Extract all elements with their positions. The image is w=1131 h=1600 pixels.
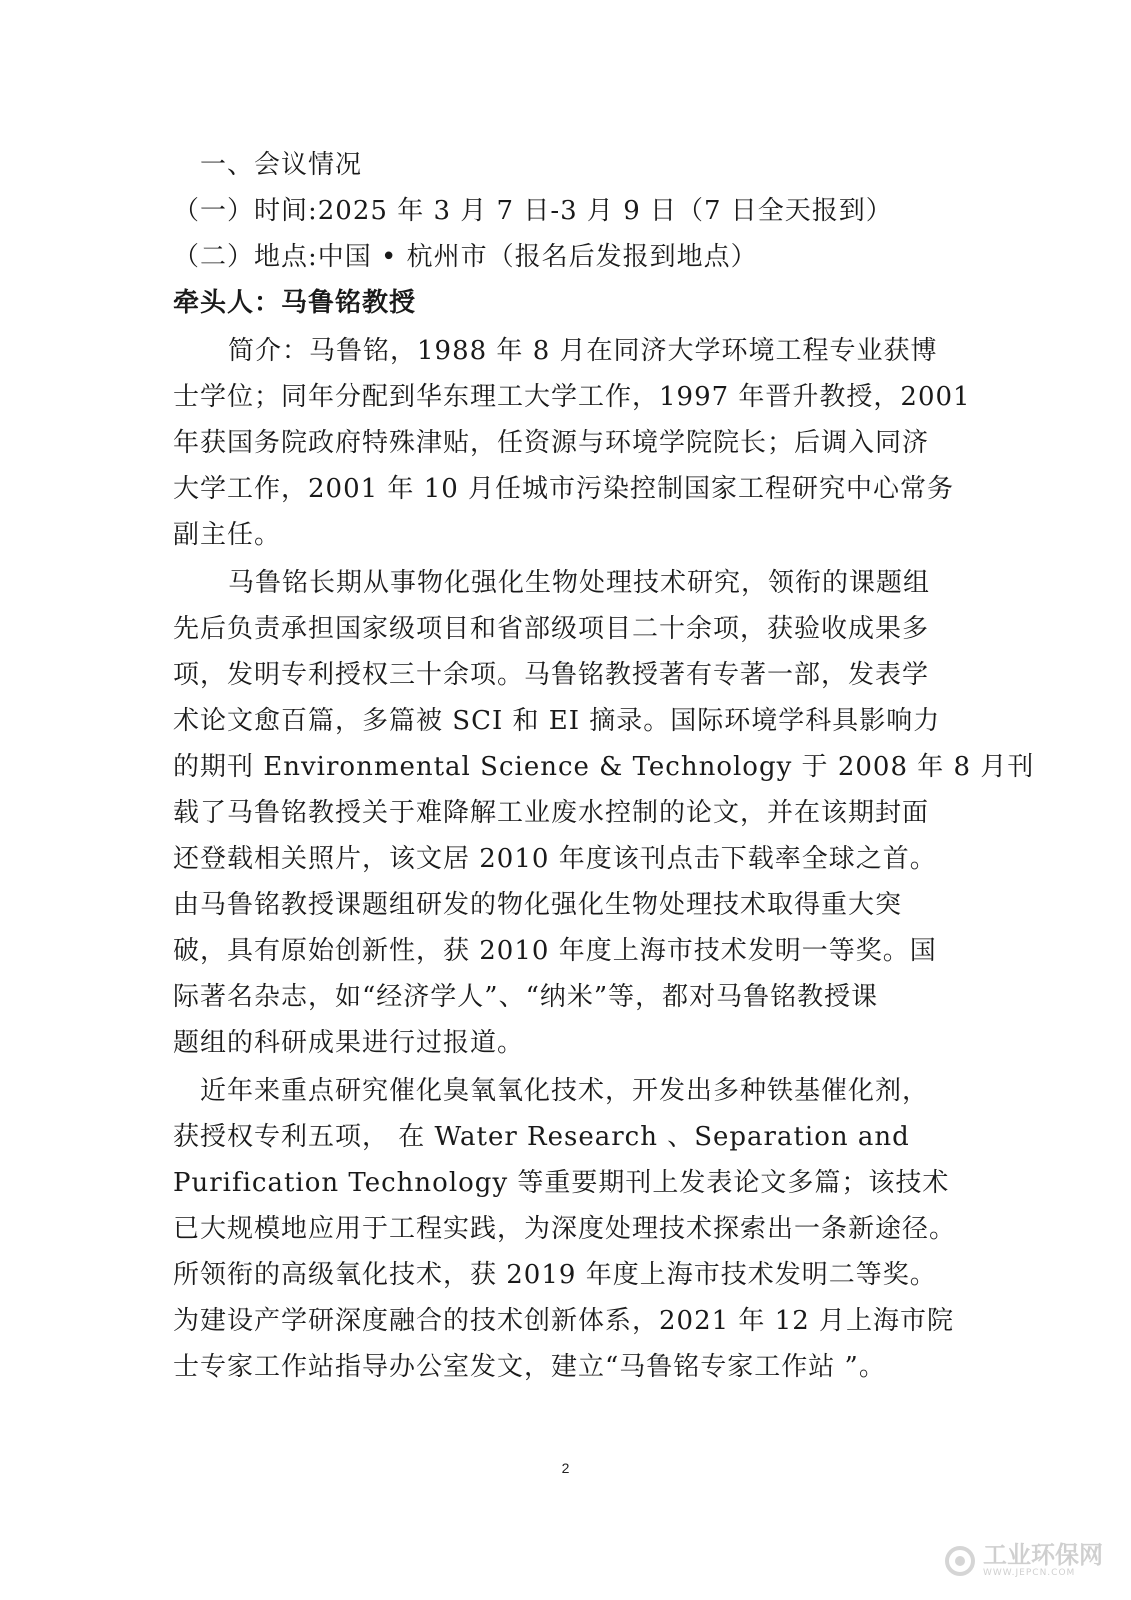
paragraph-3-line-3: Purification Technology 等重要期刊上发表论文多篇；该技术 xyxy=(173,1168,950,1198)
paragraph-2-line-2: 先后负责承担国家级项目和省部级项目二十余项，获验收成果多 xyxy=(173,614,930,644)
paragraph-3-line-1: 近年来重点研究催化臭氧氧化技术，开发出多种铁基催化剂， xyxy=(200,1076,930,1106)
paragraph-2-line-9: 破，具有原始创新性，获 2010 年度上海市技术发明一等奖。国 xyxy=(173,936,937,966)
paragraph-2-line-4: 术论文愈百篇，多篇被 SCI 和 EI 摘录。国际环境学科具影响力 xyxy=(173,706,941,736)
paragraph-1-line-3: 年获国务院政府特殊津贴，任资源与环境学院院长；后调入同济 xyxy=(173,428,930,458)
watermark-text xyxy=(983,1543,1103,1578)
paragraph-2-line-6: 载了马鲁铭教授关于难降解工业废水控制的论文，并在该期封面 xyxy=(173,798,930,828)
paragraph-2-line-10: 际著名杂志，如“经济学人”、“纳米”等，都对马鲁铭教授课 xyxy=(173,982,879,1012)
site-watermark xyxy=(945,1543,1103,1578)
paragraph-3-line-5: 所领衔的高级氧化技术，获 2019 年度上海市技术发明二等奖。 xyxy=(173,1260,937,1290)
paragraph-2-line-1: 马鲁铭长期从事物化强化生物处理技术研究，领衔的课题组 xyxy=(228,568,931,598)
paragraph-2-line-3: 项，发明专利授权三十余项。马鲁铭教授著有专著一部，发表学 xyxy=(173,660,930,690)
time-line: （一）时间:2025 年 3 月 7 日-3 月 9 日（7 日全天报到） xyxy=(173,196,893,226)
section-heading: 一、会议情况 xyxy=(200,150,363,180)
paragraph-3-line-6: 为建设产学研深度融合的技术创新体系，2021 年 12 月上海市院 xyxy=(173,1306,955,1336)
paragraph-2-line-5: 的期刊 Environmental Science & Technology 于 2008 年 8 月刊 xyxy=(173,752,1035,782)
paragraph-1-line-2: 士学位；同年分配到华东理工大学工作，1997 年晋升教授，2001 xyxy=(173,382,971,412)
leader-heading: 牵头人：马鲁铭教授 xyxy=(173,288,417,318)
page-number: 2 xyxy=(561,1460,570,1476)
paragraph-3-line-7: 士专家工作站指导办公室发文，建立“马鲁铭专家工作站 ”。 xyxy=(173,1352,886,1382)
paragraph-2-line-11: 题组的科研成果进行过报道。 xyxy=(173,1028,525,1058)
paragraph-1-line-1: 简介：马鲁铭，1988 年 8 月在同济大学环境工程专业获博 xyxy=(228,336,938,366)
paragraph-1-line-5: 副主任。 xyxy=(173,520,282,550)
paragraph-3-line-4: 已大规模地应用于工程实践，为深度处理技术探索出一条新途径。 xyxy=(173,1214,957,1244)
paragraph-3-line-2: 获授权专利五项， 在 Water Research 、Separation and xyxy=(173,1122,910,1152)
paragraph-2-line-8: 由马鲁铭教授课题组研发的物化强化生物处理技术取得重大突 xyxy=(173,890,903,920)
place-line: （二）地点:中国 • 杭州市（报名后发报到地点） xyxy=(173,242,758,272)
paragraph-1-line-4: 大学工作，2001 年 10 月任城市污染控制国家工程研究中心常务 xyxy=(173,474,955,504)
paragraph-2-line-7: 还登载相关照片，该文居 2010 年度该刊点击下载率全球之首。 xyxy=(173,844,937,874)
watermark-logo-icon xyxy=(945,1546,975,1576)
watermark-url: WWW.JEPCN.COM xyxy=(983,1568,1076,1578)
watermark-title: 工业环保网 xyxy=(983,1541,1103,1569)
